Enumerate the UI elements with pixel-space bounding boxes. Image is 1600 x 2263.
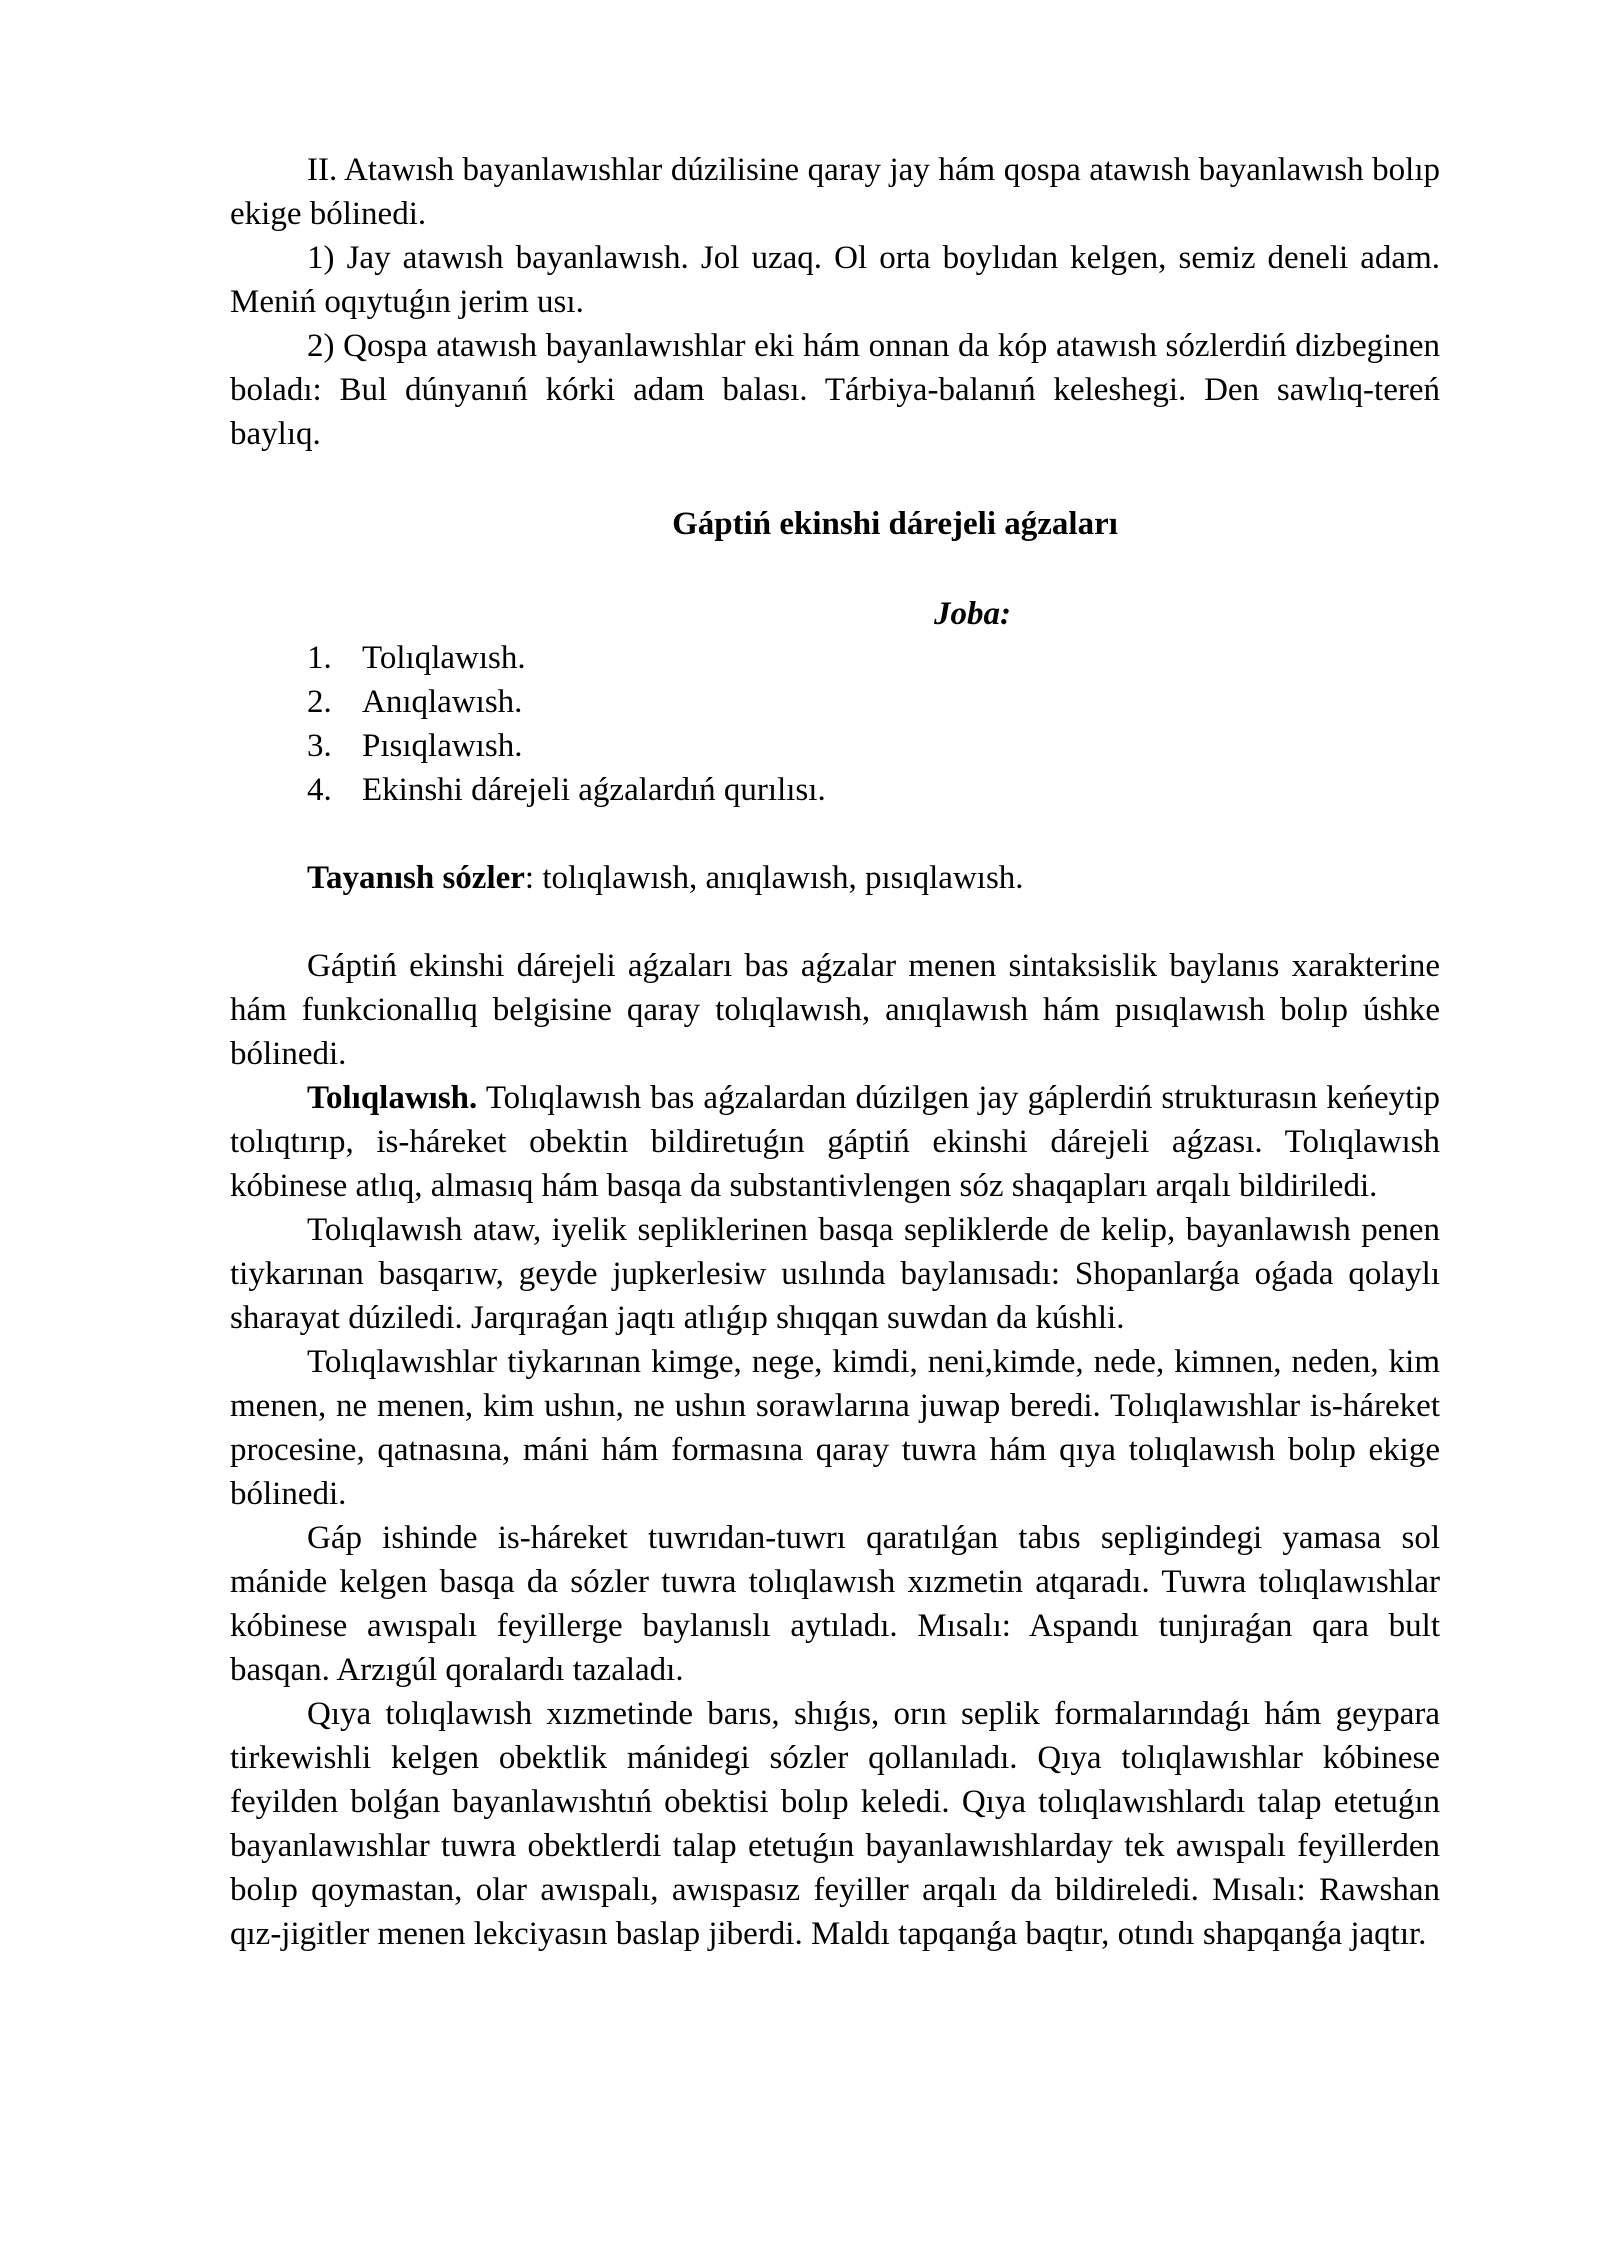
term-definition: Tolıqlawısh bas aǵzalardan dúzilgen jay gáplerdiń strukturasın keńeytip tolıqtırıp, is-háreket obektin bildiretuǵın gáptiń ekinshi dárejeli aǵzası. Tolıqlawısh kóbinese atlıq, almasıq hám basqa da substantivlengen sóz shaqapları arqalı bildiriledi.: [230, 1080, 1440, 1204]
body-paragraph: Qıya tolıqlawısh xızmetinde barıs, shıǵıs, orın seplik formalarındaǵı hám geypara tirkewishli kelgen obektlik mánidegi sózler qollanıladı. Qıya tolıqlawıshlar kóbinese feyilden bolǵan bayanlawıshtıń obektisi bolıp keledi. Qıya tolıqlawıshlardı talap etetuǵın bayanlawıshlar tuwra obektlerdi talap etetuǵın bayanlawıshlarday tek awıspalı feyillerden bolıp qoymastan, olar awıspalı, awıspasız feyiller arqalı da bildireledi. Mısalı: Rawshan qız-jigitler menen lekciyasın baslap jiberdi. Maldı tapqanǵa baqtır, otındı shapqanǵa jaqtır.: [230, 1696, 1440, 1952]
body-paragraph: Gáptiń ekinshi dárejeli aǵzaları bas aǵzalar menen sintaksislik baylanıs xarakterine hám funkcionallıq belgisine qaray tolıqlawısh, anıqlawısh hám pısıqlawısh bolıp úshke bólinedi.: [230, 948, 1440, 1072]
body-paragraph: Tolıqlawısh ataw, iyelik sepliklerinen basqa sepliklerde de kelip, bayanlawısh penen tiykarınan basqarıw, geyde jupkerlesiw usılında baylanısadı: Shopanlarǵa oǵada qolaylı sharayat dúziledi. Jarqıraǵan jaqtı atlıǵıp shıqqan suwdan da kúshli.: [230, 1212, 1440, 1336]
keywords-line: [230, 856, 1440, 900]
plan-item: [307, 724, 1440, 768]
body-paragraph: Tolıqlawıshlar tiykarınan kimge, nege, kimdi, neni,kimde, nede, kimnen, neden, kim menen, ne menen, kim ushın, ne ushın sorawlarına juwap beredi. Tolıqlawıshlar is-háreket procesine, qatnasına, máni hám formasına qaray tuwra hám qıya tolıqlawısh bolıp ekige bólinedi.: [230, 1344, 1440, 1512]
plan-item: [307, 636, 1440, 680]
keywords-label: Tayanısh sózler: [307, 860, 525, 896]
plan-item-text: Tolıqlawısh.: [362, 640, 526, 676]
plan-item-number: 2.: [307, 684, 332, 720]
plan-list: [230, 636, 1440, 812]
term-heading: Tolıqlawısh.: [307, 1080, 478, 1116]
plan-item-number: 3.: [307, 728, 332, 764]
document-page: [230, 148, 1440, 1956]
section-title: Gáptiń ekinshi dárejeli aǵzaları: [672, 506, 1118, 542]
compound-predicate-paragraph: 2) Qospa atawısh bayanlawıshlar eki hám onnan da kóp atawısh sózlerdiń dizbeginen boladı: Bul dúnyanıń kórki adam balası. Tárbiya-balanıń keleshegi. Den sawlıq-tereń baylıq.: [230, 328, 1440, 452]
body-paragraph: [230, 1076, 1440, 1208]
body-paragraph: Gáp ishinde is-háreket tuwrıdan-tuwrı qaratılǵan tabıs sepligindegi yamasa sol mánide kelgen basqa da sózler tuwra tolıqlawısh xızmetin atqaradı. Tuwra tolıqlawıshlar kóbinese awıspalı feyillerge baylanıslı aytıladı. Mısalı: Aspandı tunjıraǵan qara bult basqan. Arzıgúl qoralardı tazaladı.: [230, 1520, 1440, 1688]
plan-item-number: 1.: [307, 640, 332, 676]
plan-item-text: Pısıqlawısh.: [362, 728, 523, 764]
simple-predicate-paragraph: 1) Jay atawısh bayanlawısh. Jol uzaq. Ol orta boylıdan kelgen, semiz deneli adam. Meniń oqıytuǵın jerim usı.: [230, 240, 1440, 320]
plan-label: Joba:: [934, 596, 1011, 632]
plan-item-text: Ekinshi dárejeli aǵzalardıń qurılısı.: [362, 772, 826, 808]
plan-item-number: 4.: [307, 772, 332, 808]
plan-item: [307, 768, 1440, 812]
plan-item: [307, 680, 1440, 724]
plan-item-text: Anıqlawısh.: [362, 684, 523, 720]
keywords-text: : tolıqlawısh, anıqlawısh, pısıqlawısh.: [524, 860, 1024, 896]
section-intro-paragraph: II. Atawısh bayanlawıshlar dúzilisine qaray jay hám qospa atawısh bayanlawısh bolıp ekige bólinedi.: [230, 152, 1440, 232]
